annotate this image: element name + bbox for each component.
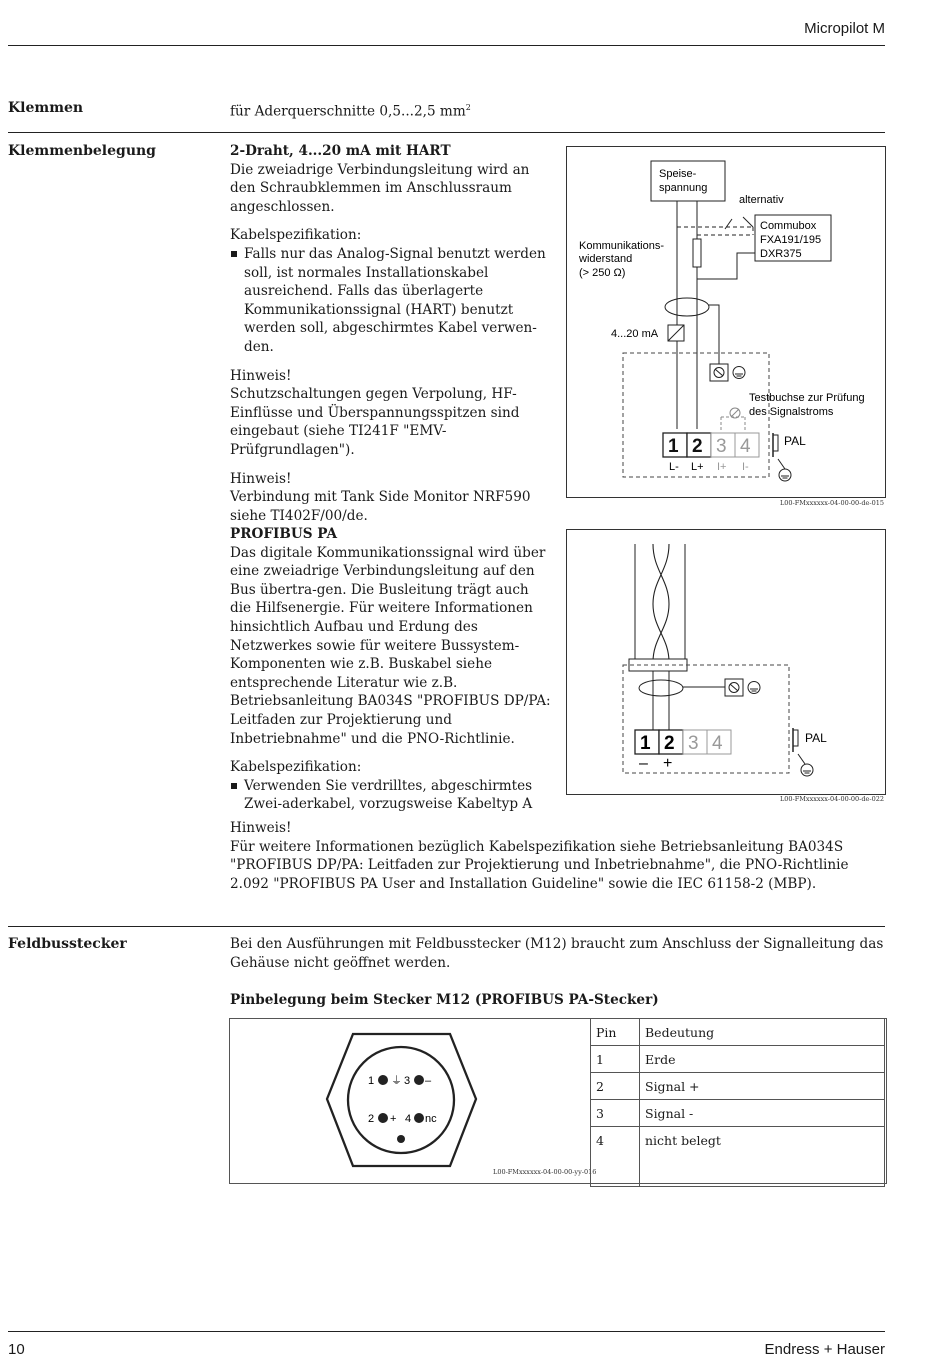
klemmen-text: [230, 99, 471, 121]
cable-shield-ellipse: [665, 298, 709, 316]
m12-pin-1-symbol: ⏚: [391, 1075, 402, 1087]
terminal-i-minus-label: I-: [742, 461, 749, 473]
test-socket-label-2: des Signalstroms: [749, 406, 834, 418]
m12-pin-2-symbol: +: [390, 1113, 397, 1125]
commubox-label-2: FXA191/195: [760, 234, 822, 246]
hart-heading: 2-Draht, 4...20 mA mit HART: [230, 143, 451, 159]
m12-pin-4: [414, 1113, 424, 1123]
terminal-l-plus-label: L+: [691, 461, 704, 473]
profibus-pal-label: PAL: [805, 731, 827, 745]
terminal-4-label: 4: [740, 436, 751, 457]
section-label-klemmen: Klemmen: [8, 100, 84, 116]
profibus-wiring-figure: [566, 529, 886, 795]
hart-bullet: Falls nur das Analog-Signal benutzt werden soll, ist normales Installationskabel ausreichend. Falls das überlagerte Kommunikationssignal (HART) benutzt werden soll, abgeschirmtes Kabel verwen-den.: [230, 245, 552, 357]
klemmen-text-main: für Aderquerschnitte 0,5...2,5 mm: [230, 103, 466, 120]
hint3-text: Für weitere Informationen bezüglich Kabelspezifikation siehe Betriebsanleitung BA034S "PROFIBUS DP/PA: Leitfaden zur Projektierung und Inbetriebnahme", die PNO-Richtlinie 2.092 "PROFIBUS PA User and Installation Guideline" sowie die IEC 61158-2 (MBP).: [230, 838, 849, 892]
m12-figure-caption: L00-FMxxxxxx-04-00-00-yy-016: [493, 1168, 597, 1176]
hint2-text: Verbindung mit Tank Side Monitor NRF590 siehe TI402F/00/de.: [230, 489, 531, 524]
terminal-1-label: 1: [668, 436, 679, 457]
ground-symbol-icon: [733, 367, 745, 379]
table-cell: Signal -: [640, 1100, 885, 1127]
profibus-minus-label: –: [639, 755, 648, 772]
pin-table-header-row: [591, 1019, 885, 1046]
table-cell: 1: [591, 1046, 640, 1073]
m12-pin-2: [378, 1113, 388, 1123]
header-rule: [8, 45, 885, 46]
hart-figure-caption: L00-FMxxxxxx-04-00-00-de-015: [779, 499, 884, 507]
table-row: [591, 1100, 885, 1127]
hint1-text: Schutzschaltungen gegen Verpolung, HF-Einflüsse und Überspannungsspitzen sind eingebaut (siehe TI241F "EMV-Prüfgrundlagen").: [230, 386, 520, 458]
pal-label: PAL: [784, 434, 806, 448]
alternativ-pointer-1: [743, 217, 753, 227]
hart-paragraph: Die zweiadrige Verbindungsleitung wird an den Schraubklemmen im Anschlussraum angeschlossen.: [230, 161, 530, 215]
page-number: 10: [8, 1341, 25, 1358]
hart-cable-spec-label: Kabelspezifikation:: [230, 227, 362, 244]
hint2-label: Hinweis!: [230, 470, 292, 487]
table-row: [591, 1073, 885, 1100]
terminal-3-label: 3: [716, 436, 727, 457]
power-supply-box: [651, 161, 725, 201]
profibus-terminal-3-label: 3: [688, 733, 699, 754]
power-supply-label-2: spannung: [659, 182, 708, 194]
table-cell: 4: [591, 1127, 640, 1187]
table-cell: Erde: [640, 1046, 885, 1073]
profibus-paragraph: Das digitale Kommunikationssignal wird über eine zweiadrige Verbindungsleitung auf den Bus übertra-gen. Die Busleitung trägt auch die Hilfsenergie. Für weitere Informationen hinsichtlich Aufbau und Erdung des Netzwerkes sowie für weitere Bussystem-Komponenten wie z.B. Buskabel siehe entsprechende Literatur wie z.B. Betriebsanleitung BA034S "PROFIBUS DP/PA: Leitfaden zur Projektierung und Inbetriebnahme" und die PNO-Richtlinie.: [230, 544, 551, 747]
table-cell: Signal +: [640, 1073, 885, 1100]
m12-pin-3: [414, 1075, 424, 1085]
m12-connector-figure: [230, 1019, 590, 1182]
m12-pin-4-symbol: nc: [425, 1113, 437, 1125]
section-rule: [8, 926, 885, 927]
table-row: [591, 1046, 885, 1073]
feldbus-text: Bei den Ausführungen mit Feldbusstecker (M12) braucht zum Anschluss der Signalleitung das Gehäuse nicht geöffnet werden.: [230, 936, 884, 971]
klemmen-text-sup: 2: [465, 103, 471, 112]
profibus-ground-icon: [748, 682, 760, 694]
test-socket-label-1: Testbuchse zur Prüfung: [749, 392, 865, 404]
profibus-cable-spec-label: Kabelspezifikation:: [230, 759, 362, 776]
m12-pin-4-label: 4: [405, 1113, 412, 1125]
m12-pin-3-symbol: –: [425, 1075, 432, 1087]
feldbus-subheading: Pinbelegung beim Stecker M12 (PROFIBUS PA-Stecker): [230, 992, 659, 1008]
communication-resistor: [693, 239, 701, 267]
hint3-block: [230, 819, 850, 903]
footer-rule: [8, 1331, 885, 1332]
pin-table-header-bedeutung: Bedeutung: [640, 1019, 885, 1046]
profibus-pal-ground-icon: [801, 764, 813, 776]
hint1-label: Hinweis!: [230, 367, 292, 384]
section-rule: [8, 132, 885, 133]
commubox-label-3: DXR375: [760, 248, 802, 260]
terminal-2-label: 2: [692, 436, 703, 457]
profibus-bullet: Verwenden Sie verdrilltes, abgeschirmtes Zwei-aderkabel, vorzugsweise Kabeltyp A: [230, 777, 552, 814]
m12-connector-diagram: [230, 1019, 590, 1182]
table-cell: 3: [591, 1100, 640, 1127]
current-label: 4...20 mA: [611, 328, 659, 340]
m12-pin-1: [378, 1075, 388, 1085]
shield-wire: [708, 305, 719, 365]
table-row: [591, 1127, 885, 1187]
profibus-terminal-1-label: 1: [640, 733, 651, 754]
profibus-shield-ellipse: [639, 680, 683, 696]
m12-pin-1-label: 1: [368, 1075, 375, 1087]
power-supply-label-1: Speise-: [659, 168, 697, 180]
resistor-label-2: widerstand: [579, 253, 633, 265]
table-cell: nicht belegt: [640, 1127, 885, 1187]
resistor-label-3: (> 250 Ω): [579, 267, 626, 279]
hart-wiring-figure: [566, 146, 886, 498]
profibus-plus-label: +: [663, 755, 673, 772]
profibus-terminal-4-label: 4: [712, 733, 723, 754]
profibus-terminal-2-label: 2: [664, 733, 675, 754]
m12-coding-key: [397, 1135, 405, 1143]
commubox-label-1: Commubox: [760, 220, 817, 232]
commubox-wire: [697, 253, 755, 279]
footer-brand: Endress + Hauser: [764, 1341, 885, 1358]
terminal-i-plus-label: I+: [717, 461, 727, 473]
profibus-wiring-diagram: [567, 530, 885, 794]
profibus-text-block: [230, 525, 552, 824]
section-label-feldbusstecker: Feldbusstecker: [8, 936, 127, 952]
pin-table: [590, 1018, 885, 1187]
table-cell: 2: [591, 1073, 640, 1100]
hart-wiring-diagram: [567, 147, 885, 497]
m12-pin-3-label: 3: [404, 1075, 411, 1087]
hart-text-block: [230, 142, 552, 535]
alternativ-label: alternativ: [739, 194, 784, 206]
profibus-heading: PROFIBUS PA: [230, 526, 338, 542]
pal-ground-icon: [779, 469, 791, 481]
terminal-housing-outline: [623, 353, 769, 477]
terminal-l-minus-label: L-: [669, 461, 679, 473]
section-label-klemmenbelegung: Klemmenbelegung: [8, 143, 156, 159]
m12-pin-2-label: 2: [368, 1113, 375, 1125]
pin-table-header-pin: Pin: [591, 1019, 640, 1046]
resistor-label-1: Kommunikations-: [579, 240, 664, 252]
profibus-figure-caption: L00-FMxxxxxx-04-00-00-de-022: [779, 795, 884, 803]
hint3-label: Hinweis!: [230, 820, 292, 836]
document-header-title: Micropilot M: [804, 20, 885, 37]
